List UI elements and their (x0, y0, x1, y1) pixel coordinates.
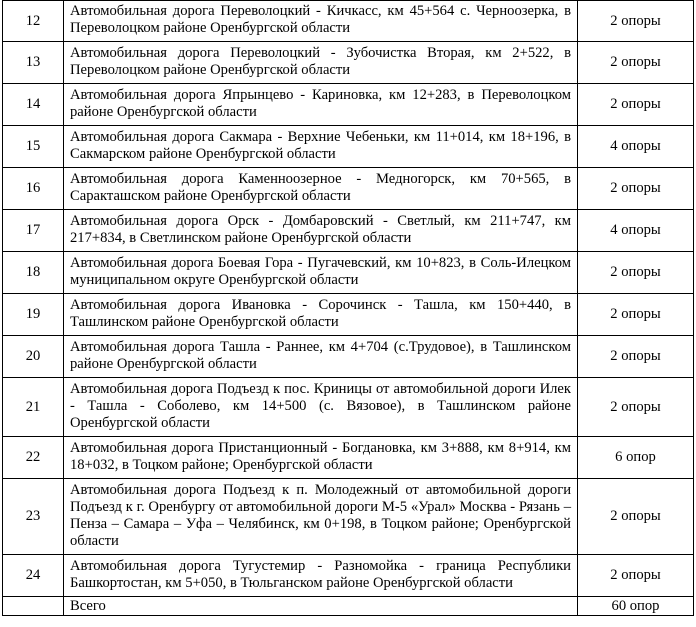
row-number: 15 (3, 126, 64, 168)
row-number: 17 (3, 210, 64, 252)
row-number: 22 (3, 437, 64, 479)
table-row (3, 210, 694, 252)
row-number: 12 (3, 1, 64, 42)
support-count: 4 опоры (578, 126, 694, 168)
table-row (3, 1, 694, 42)
road-description: Автомобильная дорога Пристанционный - Богдановка, км 3+888, км 8+914, км 18+032, в Тоцком районе; Оренбургской области (64, 437, 578, 479)
table-row (3, 84, 694, 126)
support-count: 2 опоры (578, 84, 694, 126)
row-number: 23 (3, 479, 64, 555)
table-row (3, 168, 694, 210)
table-row (3, 336, 694, 378)
table-row (3, 126, 694, 168)
total-count: 60 опор (578, 597, 694, 616)
table-row (3, 378, 694, 437)
road-description: Автомобильная дорога Тугустемир - Разномойка - граница Республики Башкортостан, км 5+050, в Тюльганском районе Оренбургской области (64, 555, 578, 597)
table-row (3, 42, 694, 84)
row-number: 19 (3, 294, 64, 336)
table-row (3, 294, 694, 336)
road-description: Автомобильная дорога Ташла - Раннее, км 4+704 (с.Трудовое), в Ташлинском районе Оренбургской области (64, 336, 578, 378)
support-count: 2 опоры (578, 252, 694, 294)
support-count: 2 опоры (578, 168, 694, 210)
table-row (3, 252, 694, 294)
row-number: 14 (3, 84, 64, 126)
row-number: 21 (3, 378, 64, 437)
row-number: 16 (3, 168, 64, 210)
support-count: 2 опоры (578, 378, 694, 437)
support-count: 2 опоры (578, 336, 694, 378)
road-description: Автомобильная дорога Япрынцево - Кариновка, км 12+283, в Переволоцком районе Оренбургской области (64, 84, 578, 126)
support-count: 2 опоры (578, 479, 694, 555)
total-number (3, 597, 64, 616)
table-row (3, 437, 694, 479)
road-description: Автомобильная дорога Ивановка - Сорочинск - Ташла, км 150+440, в Ташлинском районе Оренбургской области (64, 294, 578, 336)
row-number: 18 (3, 252, 64, 294)
road-description: Автомобильная дорога Переволоцкий - Кичкасс, км 45+564 с. Черноозерка, в Переволоцком районе Оренбургской области (64, 1, 578, 42)
total-row (3, 597, 694, 616)
row-number: 24 (3, 555, 64, 597)
total-label: Всего (64, 597, 578, 616)
road-description: Автомобильная дорога Подъезд к пос. Криницы от автомобильной дороги Илек - Ташла - Соболево, км 14+500 (с. Вязовое), в Ташлинском районе Оренбургской области (64, 378, 578, 437)
support-count: 2 опоры (578, 294, 694, 336)
road-description: Автомобильная дорога Сакмара - Верхние Чебеньки, км 11+014, км 18+196, в Сакмарском районе Оренбургской области (64, 126, 578, 168)
support-count: 6 опор (578, 437, 694, 479)
support-count: 2 опоры (578, 1, 694, 42)
support-count: 4 опоры (578, 210, 694, 252)
road-description: Автомобильная дорога Переволоцкий - Зубочистка Вторая, км 2+522, в Переволоцком районе Оренбургской области (64, 42, 578, 84)
row-number: 20 (3, 336, 64, 378)
row-number: 13 (3, 42, 64, 84)
table-row (3, 479, 694, 555)
support-count: 2 опоры (578, 42, 694, 84)
road-description: Автомобильная дорога Каменноозерное - Медногорск, км 70+565, в Саракташском районе Оренбургской области (64, 168, 578, 210)
table-row (3, 555, 694, 597)
supports-table (2, 0, 694, 616)
support-count: 2 опоры (578, 555, 694, 597)
road-description: Автомобильная дорога Боевая Гора - Пугачевский, км 10+823, в Соль-Илецком муниципальном округе Оренбургской области (64, 252, 578, 294)
road-description: Автомобильная дорога Подъезд к п. Молодежный от автомобильной дороги Подъезд к г. Оренбургу от автомобильной дороги М-5 «Урал» Москва - Рязань – Пенза – Самара – Уфа – Челябинск, км 0+198, в Тоцком районе; Оренбургской области (64, 479, 578, 555)
road-description: Автомобильная дорога Орск - Домбаровский - Светлый, км 211+747, км 217+834, в Светлинском районе Оренбургской области (64, 210, 578, 252)
